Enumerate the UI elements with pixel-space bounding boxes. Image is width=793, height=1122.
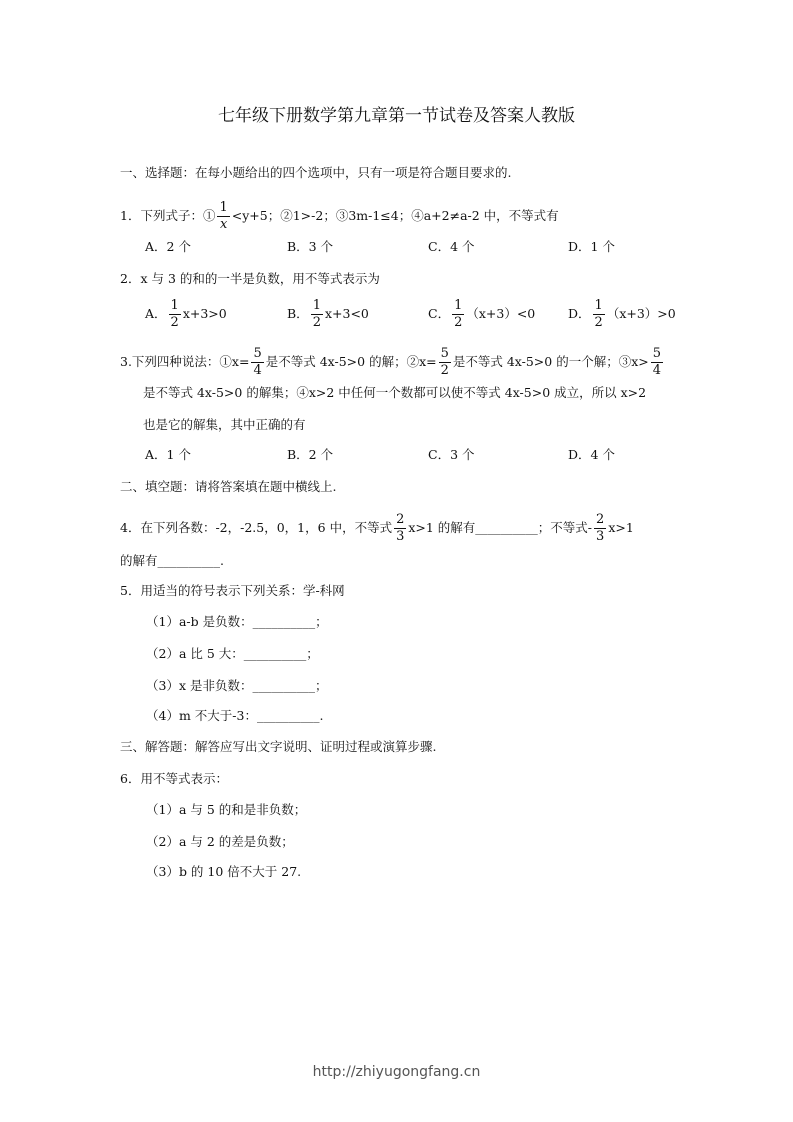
footer-url: http://zhiyugongfang.cn [312, 1064, 481, 1080]
q1-option-d: D．1 个 [568, 239, 615, 254]
q2-d-frac-den: 2 [594, 315, 603, 330]
q2-c-frac-num: 1 [454, 298, 463, 313]
q2-b-label: B． [287, 306, 309, 321]
q6-item-1: （1）a 与 5 的和是非负数； [146, 802, 307, 817]
q2-b-frac-den: 2 [312, 315, 321, 330]
q2-a-fraction [169, 298, 181, 331]
q5-item-2: （2）a 比 5 大：__________； [146, 646, 319, 661]
q5-item-3: （3）x 是非负数：__________； [146, 678, 328, 693]
q2-option-d [568, 298, 676, 331]
question-2: 2．x 与 3 的和的一半是负数，用不等式表示为 [120, 271, 380, 286]
q1-option-c: C．4 个 [428, 239, 475, 254]
q2-a-frac-den: 2 [170, 315, 179, 330]
page-title: 七年级下册数学第九章第一节试卷及答案人教版 [218, 106, 575, 126]
q2-d-fraction [593, 298, 605, 331]
question-3-line-2: 是不等式 4x-5>0 的解集；④x>2 中任何一个数都可以使不等式 4x-5>0 成立，所以 x>2 [143, 385, 647, 400]
q2-c-label: C． [428, 306, 451, 321]
q2-d-frac-num: 1 [594, 298, 603, 313]
section-2-heading: 二、填空题：请将答案填在题中横线上. [120, 479, 337, 494]
question-4-line-1 [120, 512, 634, 545]
q4-fraction-1 [394, 512, 406, 545]
question-6: 6．用不等式表示： [120, 771, 228, 786]
q3-part-2: 是不等式 4x-5>0 的解；②x= [265, 354, 437, 369]
q1-option-a: A．2 个 [145, 239, 191, 254]
q4-part-2: x>1 的解有__________；不等式- [408, 520, 593, 535]
q3-f1-num: 5 [253, 346, 262, 361]
q2-option-c [428, 298, 535, 331]
q2-option-a [145, 298, 227, 331]
q1-fraction [217, 200, 229, 233]
question-1 [120, 200, 559, 233]
q3-option-a: A．1 个 [145, 447, 191, 462]
q4-fraction-2 [594, 512, 606, 545]
q3-part-1: 3.下列四种说法：①x= [120, 354, 250, 369]
q3-f3-den: 4 [652, 363, 662, 378]
q1-frac-den: x [219, 217, 228, 232]
q2-c-fraction [452, 298, 464, 331]
q3-f3-num: 5 [652, 346, 662, 361]
question-3-line-3: 也是它的解集，其中正确的有 [143, 417, 306, 432]
question-5: 5．用适当的符号表示下列关系：学-科网 [120, 583, 345, 598]
q3-f1-den: 4 [253, 363, 262, 378]
section-3-heading: 三、解答题：解答应写出文字说明、证明过程或演算步骤. [120, 739, 437, 754]
q2-a-label: A． [145, 306, 167, 321]
q2-d-rest: （x+3）>0 [606, 306, 676, 321]
q2-a-frac-num: 1 [170, 298, 179, 313]
q4-part-3: x>1 [608, 520, 634, 535]
q1-rest: <y+5；②1>-2；③3m-1≤4；④a+2≠a-2 中，不等式有 [231, 208, 559, 223]
q3-option-b: B．2 个 [287, 447, 334, 462]
q4-f1-den: 3 [396, 529, 405, 544]
q5-item-1: （1）a-b 是负数：__________； [146, 614, 328, 629]
q6-item-3: （3）b 的 10 倍不大于 27. [146, 864, 302, 879]
q2-b-rest: x+3<0 [324, 306, 369, 321]
q3-f2-num: 5 [440, 346, 449, 361]
section-1-heading: 一、选择题：在每小题给出的四个选项中，只有一项是符合题目要求的. [120, 165, 512, 180]
q2-a-rest: x+3>0 [182, 306, 227, 321]
q3-f2-den: 2 [440, 363, 449, 378]
q1-frac-num: 1 [219, 200, 228, 215]
q5-item-4: （4）m 不大于-3：__________. [146, 708, 324, 723]
q4-f1-num: 2 [396, 512, 405, 527]
q2-b-frac-num: 1 [312, 298, 321, 313]
q3-option-c: C．3 个 [428, 447, 475, 462]
q2-option-b [287, 298, 369, 331]
q1-prefix: 1．下列式子：① [120, 208, 216, 223]
q4-f2-num: 2 [596, 512, 605, 527]
q3-option-d: D．4 个 [568, 447, 615, 462]
q6-item-2: （2）a 与 2 的差是负数； [146, 834, 294, 849]
q3-part-3: 是不等式 4x-5>0 的一个解；③x> [452, 354, 649, 369]
q3-fraction-2 [439, 346, 451, 379]
q1-option-b: B．3 个 [287, 239, 334, 254]
q4-f2-den: 3 [596, 529, 605, 544]
q2-c-rest: （x+3）<0 [466, 306, 536, 321]
q2-d-label: D． [568, 306, 591, 321]
question-4-line-2: 的解有__________. [120, 553, 224, 568]
q2-c-frac-den: 2 [454, 315, 463, 330]
q4-part-1: 4．在下列各数：-2，-2.5，0，1，6 中，不等式 [120, 520, 393, 535]
question-3-line-1 [120, 346, 665, 379]
q3-fraction-3 [651, 346, 663, 379]
q3-fraction-1 [251, 346, 263, 379]
q2-b-fraction [311, 298, 323, 331]
